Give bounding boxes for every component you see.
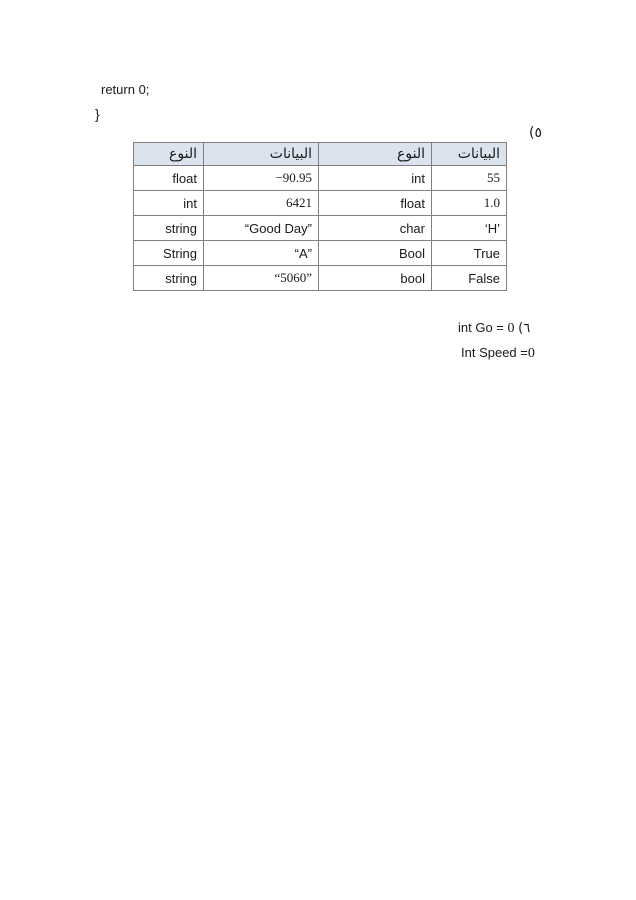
table-cell: int bbox=[319, 166, 432, 191]
section-5-marker: ٥) bbox=[529, 125, 542, 141]
table-cell: “Good Day” bbox=[204, 216, 319, 241]
code-return-statement: return 0; bbox=[101, 82, 150, 97]
table-cell: int bbox=[134, 191, 204, 216]
declaration-text: int Go = bbox=[458, 320, 508, 335]
table-cell: ‘H’ bbox=[432, 216, 507, 241]
table-row bbox=[134, 191, 507, 216]
table-header-row bbox=[134, 143, 507, 166]
table-cell: bool bbox=[319, 266, 432, 291]
table-row bbox=[134, 216, 507, 241]
int-go-declaration bbox=[458, 320, 530, 337]
table-row bbox=[134, 166, 507, 191]
table-cell: 6421 bbox=[204, 191, 319, 216]
table-cell: float bbox=[134, 166, 204, 191]
table-cell: “5060” bbox=[204, 266, 319, 291]
table-cell: String bbox=[134, 241, 204, 266]
table-cell: float bbox=[319, 191, 432, 216]
table-cell: string bbox=[134, 266, 204, 291]
code-closing-brace: } bbox=[95, 106, 100, 122]
table-cell: Bool bbox=[319, 241, 432, 266]
header-type-1: النوع bbox=[134, 143, 204, 166]
table-cell: 55 bbox=[432, 166, 507, 191]
table-row bbox=[134, 266, 507, 291]
table-cell: “A” bbox=[204, 241, 319, 266]
table-cell: char bbox=[319, 216, 432, 241]
header-data-2: البيانات bbox=[432, 143, 507, 166]
declaration-value: 0 bbox=[527, 346, 535, 361]
table-cell: string bbox=[134, 216, 204, 241]
int-speed-declaration bbox=[461, 345, 535, 362]
declaration-text: Int Speed = bbox=[461, 345, 528, 360]
table-cell: False bbox=[432, 266, 507, 291]
table-cell: True bbox=[432, 241, 507, 266]
declaration-value: 0 bbox=[507, 321, 515, 336]
table-row bbox=[134, 241, 507, 266]
table-cell: −90.95 bbox=[204, 166, 319, 191]
header-data-1: البيانات bbox=[204, 143, 319, 166]
table-cell: 1.0 bbox=[432, 191, 507, 216]
header-type-2: النوع bbox=[319, 143, 432, 166]
section-6-marker: ٦) bbox=[518, 321, 531, 336]
data-types-table bbox=[133, 142, 507, 291]
